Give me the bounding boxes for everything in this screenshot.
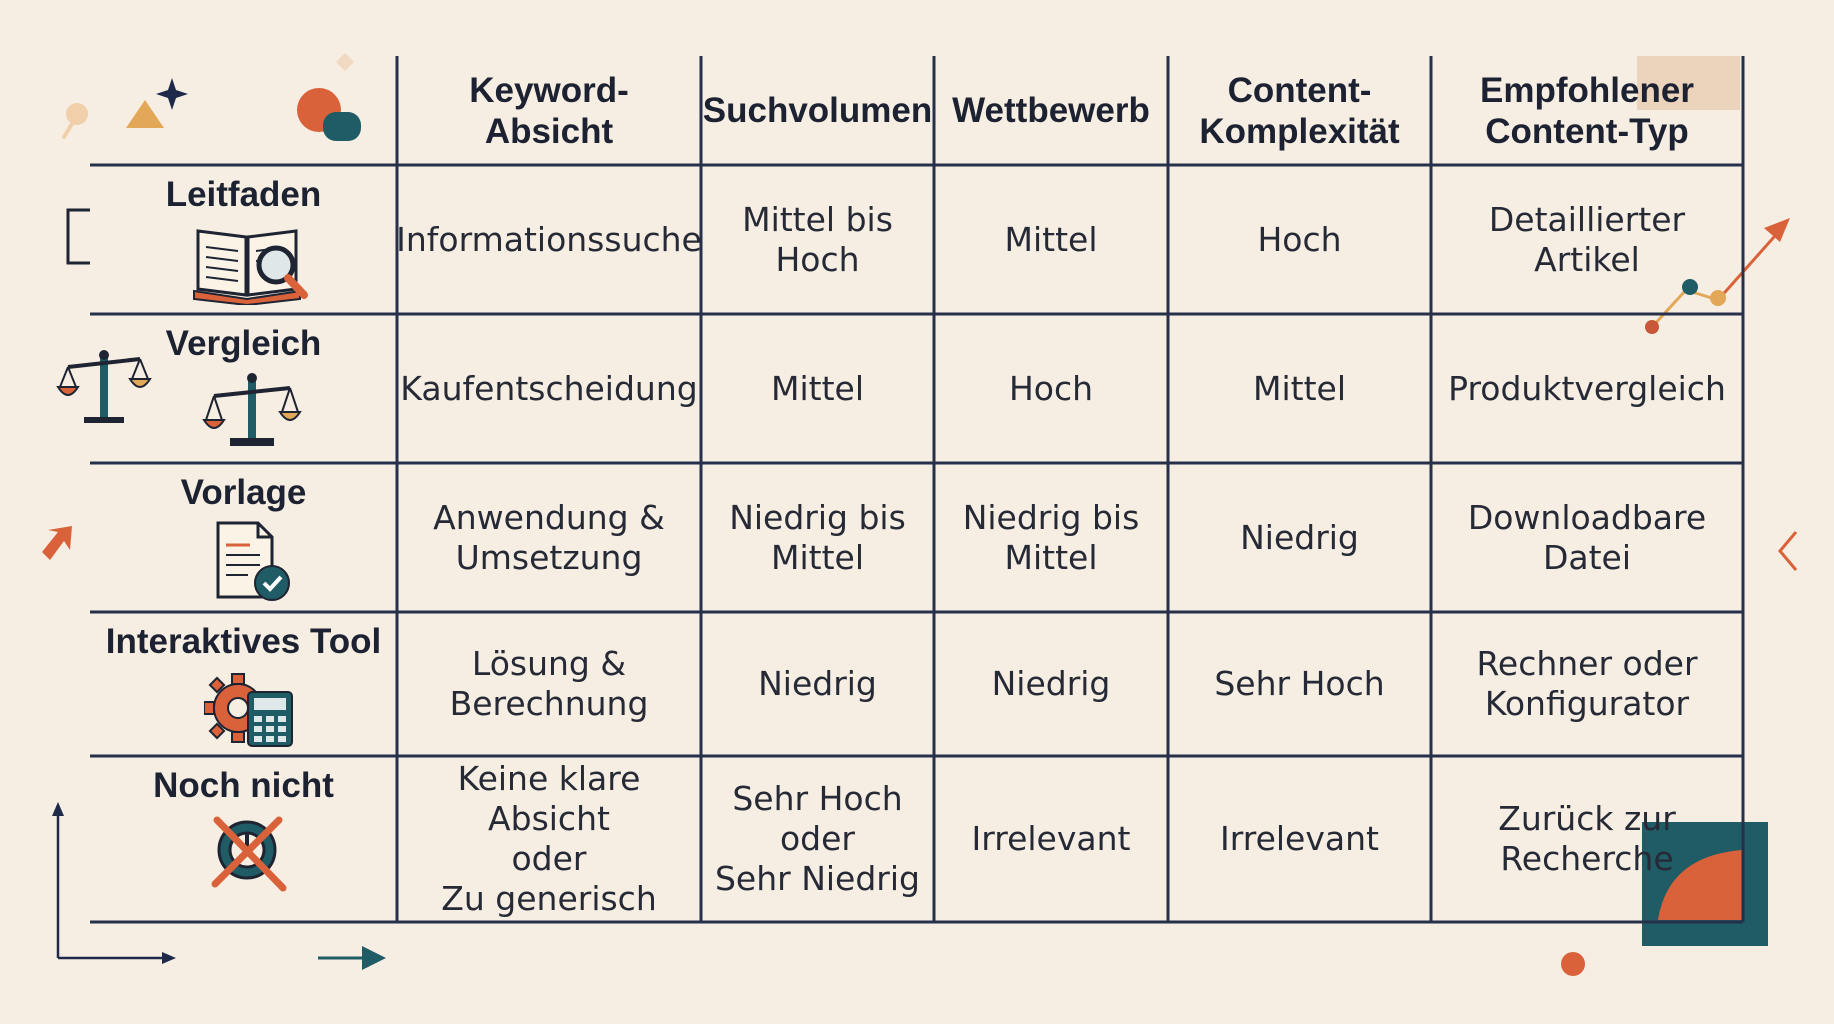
table-cell: Kaufentscheidung bbox=[400, 368, 698, 408]
table-cell: Mittel bbox=[1004, 219, 1098, 259]
table-cell: Lösung & Berechnung bbox=[449, 644, 649, 723]
table-cell: Irrelevant bbox=[1220, 819, 1379, 858]
row-label: Vergleich bbox=[165, 324, 322, 363]
gear-calculator-icon bbox=[204, 668, 300, 753]
table-cell: Mittel bbox=[1253, 368, 1346, 408]
table-cell: Sehr Hoch bbox=[1214, 664, 1385, 703]
column-header: Wettbewerb bbox=[952, 91, 1150, 130]
table-cell: Niedrig bbox=[991, 664, 1111, 703]
column-header: Empfohlener Content-Typ bbox=[1480, 70, 1694, 151]
table-cell: Anwendung & Umsetzung bbox=[433, 497, 665, 577]
table-cell: Downloadbare Datei bbox=[1467, 497, 1707, 577]
table-cell: Rechner oder Konfigurator bbox=[1476, 644, 1698, 723]
table-cell: Niedrig bbox=[1240, 517, 1359, 557]
table-cell: Hoch bbox=[1257, 219, 1342, 259]
document-check-icon bbox=[210, 519, 294, 608]
table-cell: Irrelevant bbox=[971, 819, 1131, 858]
table-cell: Keine klare Absicht oder Zu generisch bbox=[441, 759, 657, 918]
row-label: Leitfaden bbox=[165, 175, 322, 214]
column-header: Content- Komplexität bbox=[1199, 70, 1400, 151]
row-label: Interaktives Tool bbox=[105, 622, 382, 661]
table-cell: Niedrig bis Mittel bbox=[729, 497, 906, 577]
row-label: Vorlage bbox=[180, 473, 307, 512]
table-cell: Hoch bbox=[1008, 368, 1094, 408]
table-cell: Niedrig bbox=[758, 664, 877, 703]
open-book-magnifier-icon bbox=[192, 221, 312, 310]
table-cell: Mittel bis Hoch bbox=[742, 199, 893, 279]
table-cell: Mittel bbox=[771, 368, 864, 408]
row-label: Noch nicht bbox=[153, 766, 334, 805]
table-cell: Informationssuche bbox=[396, 219, 702, 259]
column-header: Suchvolumen bbox=[702, 91, 933, 130]
table-cell: Zurück zur Recherche bbox=[1498, 799, 1676, 878]
balance-scale-icon bbox=[202, 370, 302, 455]
table-cell: Produktvergleich bbox=[1448, 368, 1726, 408]
column-header: Keyword- Absicht bbox=[469, 70, 629, 151]
crossed-out-target-icon bbox=[207, 812, 297, 901]
table-cell: Detaillierter Artikel bbox=[1488, 199, 1686, 279]
table-cell: Niedrig bis Mittel bbox=[962, 497, 1140, 577]
table-cell: Sehr Hoch oder Sehr Niedrig bbox=[714, 779, 920, 898]
